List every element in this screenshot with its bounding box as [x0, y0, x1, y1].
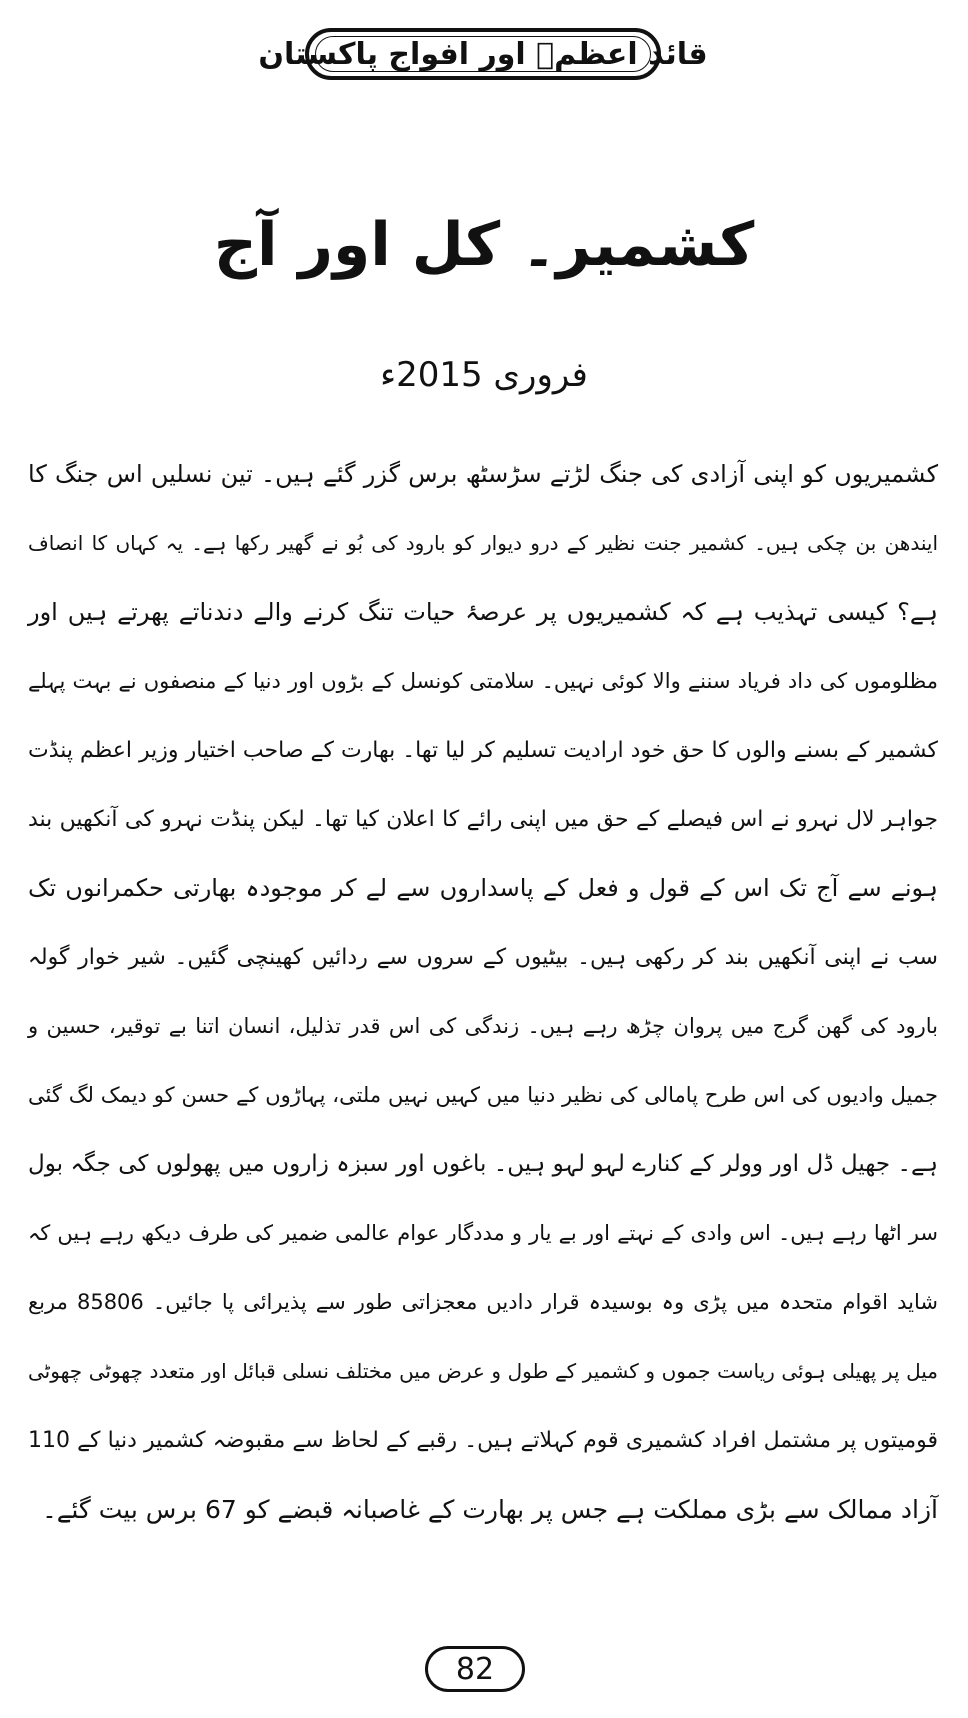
body-line: ہے۔ جھیل ڈل اور وولر کے کنارے لہو لہو ہیں۔ باغوں اور سبزہ زاروں میں پھولوں کی جگہ بول — [28, 1151, 938, 1177]
body-line: ہونے سے آج تک اس کے قول و فعل کے پاسداروں سے لے کر موجودہ بھارتی حکمرانوں تک — [28, 874, 938, 902]
body-line: کشمیر کے بسنے والوں کا حق خود ارادیت تسلیم کر لیا تھا۔ بھارت کے صاحب اختیار وزیر اعظم پنڈت — [28, 738, 938, 763]
body-line: ہے؟ کیسی تہذیب ہے کہ کشمیریوں پر عرصۂ حیات تنگ کرنے والے دندناتے پھرتے ہیں اور — [28, 598, 938, 626]
body-line: آزاد ممالک سے بڑی مملکت ہے جس پر بھارت کے غاصبانہ قبضے کو 67 برس بیت گئے۔ — [42, 1495, 938, 1524]
book-title-frame — [258, 28, 708, 80]
body-line: جمیل وادیوں کی اس طرح پامالی کی نظیر دنیا میں کہیں نہیں ملتی، پہاڑوں کے حسن کو دیمک لگ گئی — [28, 1083, 938, 1107]
body-line: جواہر لال نہرو نے اس فیصلے کے حق میں اپنی رائے کا اعلان کیا تھا۔ لیکن پنڈت نہرو کی آنکھیں بند — [28, 807, 938, 832]
article-date: فروری 2015ء — [380, 355, 588, 395]
article-body — [28, 440, 938, 1544]
body-line: ایندھن بن چکی ہیں۔ کشمیر جنت نظیر کے درو دیوار کو بارود کی بُو نے گھیر رکھا ہے۔ یہ کہاں کا انصاف — [28, 531, 938, 555]
page-number: 82 — [425, 1646, 525, 1692]
body-line: سب نے اپنی آنکھیں بند کر رکھی ہیں۔ بیٹیوں کے سروں سے ردائیں کھینچی گئیں۔ شیر خوار گولہ — [28, 945, 938, 970]
body-line: قومیتوں پر مشتمل افراد کشمیری قوم کہلاتے ہیں۔ رقبے کے لحاظ سے مقبوضہ کشمیر دنیا کے 110 — [28, 1428, 938, 1453]
body-line: مظلوموں کی داد فریاد سننے والا کوئی نہیں۔ سلامتی کونسل کے بڑوں اور دنیا کے منصفوں نے بہت پہلے — [28, 669, 938, 693]
body-line: میل پر پھیلی ہوئی ریاست جموں و کشمیر کے طول و عرض میں مختلف نسلی قبائل اور متعدد چھوٹی چھوٹی — [28, 1359, 938, 1383]
book-title: قائد اعظمؒ اور افواج پاکستان — [258, 36, 708, 72]
body-line: شاید اقوام متحدہ میں پڑی وہ بوسیدہ قرار دادیں معجزاتی طور سے پذیرائی پا جائیں۔ 85806 مربع — [28, 1290, 938, 1314]
body-line: سر اٹھا رہے ہیں۔ اس وادی کے نہتے اور بے یار و مددگار عوام عالمی ضمیر کی طرف دیکھ رہے ہیں کہ — [28, 1221, 938, 1245]
body-line: بارود کی گھن گرج میں پروان چڑھ رہے ہیں۔ زندگی کی اس قدر تذلیل، انسان اتنا بے توقیر، حسین و — [28, 1014, 938, 1038]
article-title: کشمیر۔ کل اور آج — [213, 210, 755, 280]
body-line: کشمیریوں کو اپنی آزادی کی جنگ لڑتے سڑسٹھ برس گزر گئے ہیں۔ تین نسلیں اس جنگ کا — [28, 460, 938, 488]
